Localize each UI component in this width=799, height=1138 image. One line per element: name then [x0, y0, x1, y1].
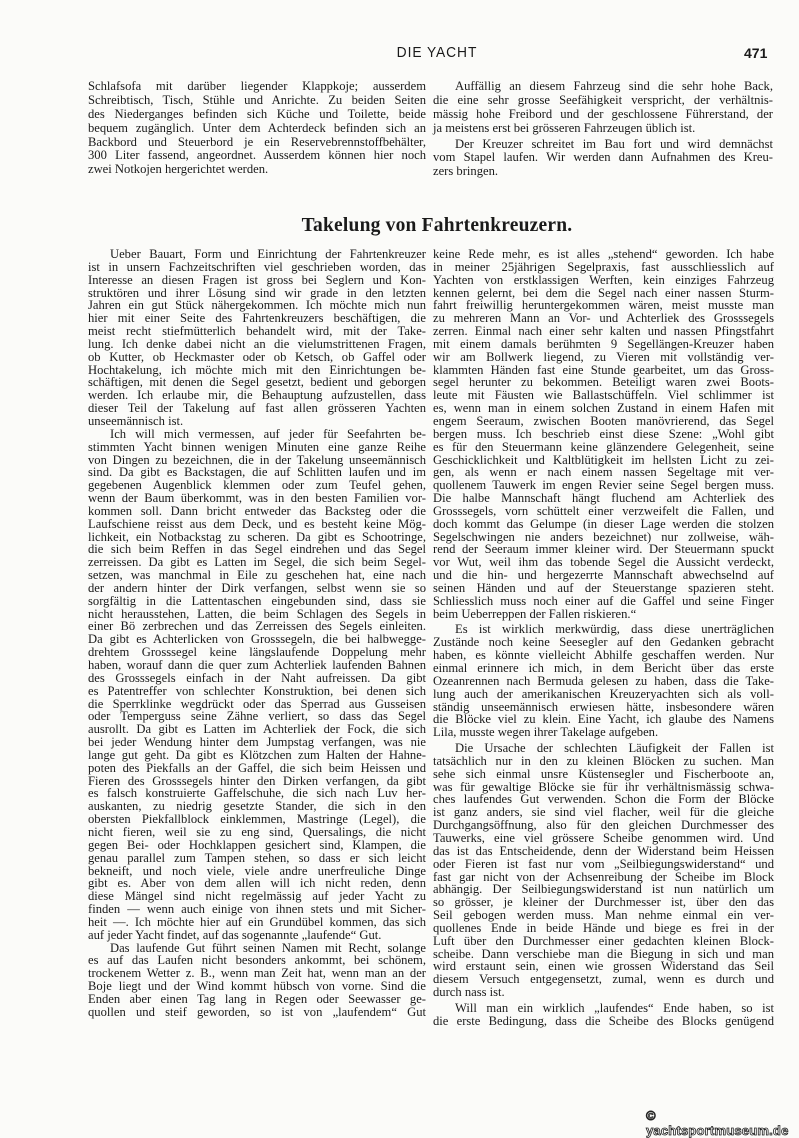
text-line: des Niederganges befinden sich Küche und Toilette, beide	[88, 106, 426, 121]
text-line: Yachten von erstklassigen Werften, kein einziges Fahrzeug	[433, 272, 774, 287]
text-line: einer Bö zerbrechen und das Zerreissen des Segels einleiten.	[88, 619, 426, 634]
text-line: die Sperrklinke wegdrückt oder das Sperrad aus Gusseisen	[88, 696, 426, 711]
text-line: segel herunter zu bekommen. Beteiligt waren zwei Boots-	[433, 375, 774, 390]
text-line: es auf das Laufen nicht besonders ankommt, bei schönem,	[88, 953, 426, 968]
text-line: einmal erinnere ich mich, in dem Bericht über das erste	[433, 661, 774, 675]
paragraph	[88, 80, 426, 177]
text-line: 300 Liter fassend, angeordnet. Ausserdem können hier noch	[88, 148, 426, 163]
text-line: Auffällig an diesem Fahrzeug sind die sehr hohe Back,	[455, 79, 773, 93]
text-line: beim Ueberreppen der Fallen riskieren.“	[433, 606, 637, 621]
text-line: Tauwerks, eine viel grössere Scheibe genommen wird. Und	[433, 830, 774, 845]
text-line: unseemännisch ist.	[88, 413, 184, 428]
text-line: Jahren ein gut Stück nähergekommen. Ich möchte mich nun	[88, 298, 426, 313]
text-line: ständig unseemännisch erwiesen hätte, insbesondere wären	[433, 699, 774, 714]
text-line: Da gibt es Achterlicken von Grosssegeln, die bei halbwegge-	[88, 632, 426, 647]
text-line: Der Kreuzer schreitet im Bau fort und wird demnächst	[455, 136, 773, 151]
text-line: scheibe. Dann verschiebe man die Biegung in sich und man	[433, 946, 774, 961]
text-line: ist ganz anders, sie sind viel flacher, weil für die gleiche	[433, 805, 774, 820]
text-line: es Patentreffer von schlechter Konstruktion, bei denen sich	[88, 683, 426, 698]
text-line: keine Rede mehr, es ist alles „stehend“ geworden. Ich habe	[433, 247, 774, 261]
previous-article-left-column	[88, 80, 426, 177]
text-line: werden. Ich erlaube mir, die Behauptung aufzustellen, dass	[88, 388, 426, 403]
text-line: sorgfältig in die Lattentaschen eingebunden sind, dass sie	[88, 593, 426, 608]
text-line: zerreissen. Da gibt es Latten im Segel, die sich beim Segel-	[88, 555, 426, 570]
text-line: ja meistens erst bei grösseren Fahrzeugen üblich ist.	[433, 120, 696, 135]
watermark: © yachtsportmuseum.de	[646, 1108, 789, 1138]
article-left-column	[88, 248, 426, 1019]
text-line: leute mit Fäusten wie Ballastschüffeln. Viel schlimmer ist	[433, 388, 774, 403]
text-line: wenn der Baum überkommt, was in den besten Familien vor-	[88, 491, 426, 506]
text-line: oder Fieren ist fast nur vom „Seilbiegungswiderstand“ und	[433, 856, 774, 871]
text-line: zerren. Einmal nach einer sehr kalten und nassen Pfingstfahrt	[433, 324, 774, 339]
text-line: Hochtakelung, ich möchte mich mit den Einrichtungen be-	[88, 362, 426, 377]
text-line: wir am Bollwerk liegend, zu Vieren mit vollständig ver-	[433, 349, 774, 364]
text-line: Es ist wirklich merkwürdig, dass diese unerträglichen	[455, 622, 774, 637]
text-line: Ich will mich vermessen, auf jeder für Seefahrten be-	[110, 426, 426, 441]
text-line: zwei Notkojen hergerichtet werden.	[88, 162, 269, 177]
text-line: von Dingen zu bezeichnen, die in der Takelung unseemännisch	[88, 452, 426, 467]
text-line: ausrollt. Da gibt es Latten im Achterliek der Fock, die sich	[88, 722, 426, 737]
text-line: Laufschiene reisst aus dem Deck, und es besteht keine Mög-	[88, 516, 426, 531]
text-line: Das laufende Gut führt seinen Namen mit Recht, solange	[110, 940, 426, 955]
previous-article-right-column	[433, 80, 773, 181]
text-line: kennen gelernt, bei dem die Segel nach einer nassen Sturm-	[433, 285, 774, 300]
text-line: Durchgangsöffnung, also für den gleichen Durchmesser des	[433, 818, 774, 833]
text-line: fahrt freiwillig heruntergekommen wären, meist musste man	[433, 298, 774, 313]
paragraph	[433, 80, 773, 136]
text-line: es falsch konstruierte Gaffelschuhe, die sich nach Luv her-	[88, 786, 426, 801]
text-line: ob Kutter, ob Heckmaster oder ob Ketsch, ob Gaffel oder	[88, 349, 426, 364]
text-line: schäftigen, mit denen die Segel gesetzt, bedient und geborgen	[88, 375, 426, 390]
text-line: struktören und ihrer Lösung sind wir grade in den letzten	[88, 285, 426, 300]
paragraph	[433, 623, 774, 739]
text-line: zers bringen.	[433, 164, 499, 179]
text-line: lange gut geht. Da gibt es Klötzchen zum Halten der Hahne-	[88, 747, 426, 762]
text-line: es für den Steuermann keine glänzendere Gelegenheit, seine	[433, 439, 774, 454]
text-line: die erste Bedingung, dass die Scheibe des Blocks genügend	[433, 1013, 774, 1028]
paragraph	[88, 248, 426, 428]
text-line: vom Stapel laufen. Wir werden dann Aufnahmen des Kreu-	[433, 150, 773, 165]
text-line: vor Wut, weil ihm das tobende Segel die Aussicht verdeckt,	[433, 555, 774, 570]
text-line: es, wenn man in einem solchen Zustand in einem Hafen mit	[433, 401, 774, 416]
text-line: Enden aber einen Tag lang in Regen oder Seewasser ge-	[88, 991, 426, 1006]
text-line: trockenem Wetter z. B., wenn man Zeit hat, wenn man an der	[88, 966, 426, 981]
text-line: in meiner 25jährigen Segelpraxis, fast ausschliesslich auf	[433, 259, 774, 274]
paragraph	[433, 138, 773, 180]
text-line: auskanten, zu niedrig gesetzte Stander, die sich in den	[88, 799, 426, 814]
text-line: haben, es könnte vielleicht Abhilfe geschaffen werden. Nur	[433, 648, 774, 663]
text-line: das ist das Entscheidende, denn der Widerstand beim Heissen	[433, 843, 774, 858]
text-line: Interesse an diesen Fragen ist gross bei Seglern und Kon-	[88, 272, 426, 287]
text-line: finden — wenn auch einige von ihnen stets und mit Sicher-	[88, 902, 426, 917]
text-line: bergen muss. Ich beschrieb einst diese Szene: „Wohl gibt	[433, 426, 774, 441]
text-line: nicht herausstehen, Latten, die beim Schlagen des Segels in	[88, 606, 426, 621]
text-line: poten des Piekfalls an der Gaffel, die sich beim Heissen und	[88, 760, 426, 775]
text-line: Die Ursache der schlechten Läufigkeit der Fallen ist	[455, 741, 774, 756]
text-line: Zustände noch keine Seesegler auf den Gedanken gebracht	[433, 635, 774, 650]
text-line: Geschicklichkeit und Kaltblütigkeit im hellsten Licht zu zei-	[433, 452, 774, 467]
text-line: tatsächlich nur in den zu kleinen Blöcken zu suchen. Man	[433, 753, 774, 768]
text-line: bequem zugänglich. Unter dem Achterdeck befinden sich an	[88, 120, 426, 135]
paragraph	[88, 942, 426, 1019]
text-line: Lila, musste wegen ihrer Takelage aufgeben.	[433, 725, 659, 740]
text-line: engem Seeraum, zwischen Booten manövrierend, das Segel	[433, 413, 774, 428]
text-line: zu mehreren Mann an Vor- und Achterliek des Grosssegels	[433, 311, 774, 326]
text-line: quollenem Tauwerk im engen Revier seine Segel bergen muss.	[433, 478, 774, 493]
running-header-title: DIE YACHT	[396, 44, 478, 61]
text-line: diese Mängel sind nicht regelmässig auf jeder Yacht zu	[88, 889, 426, 904]
text-line: oder Temperguss seine Zähne verliert, so dass das Segel	[88, 709, 426, 724]
text-line: kommen soll. Dann bricht entweder das Backsteg oder die	[88, 503, 426, 518]
text-line: klammten Händen fast eine Stunde gearbeitet, um das Gross-	[433, 362, 774, 377]
text-line: Die halbe Mannschaft hängt fluchend am Achterliek des	[433, 491, 774, 506]
paragraph	[433, 742, 774, 999]
text-line: die Blöcke viel zu klein. Eine Yacht, ich glaube des Namens	[433, 712, 774, 727]
text-line: genau parallel zum Tampen stehen, so dass er sich leicht	[88, 850, 426, 865]
text-line: lung. Ich denke dabei nicht an die vielumstrittenen Fragen,	[88, 336, 426, 351]
text-line: gibt es. Aber von dem allen will ich nicht reden, denn	[88, 876, 426, 891]
text-line: durch nass ist.	[433, 985, 505, 1000]
article-title: Takelung von Fahrtenkreuzern.	[301, 215, 573, 236]
text-line: Fieren des Grosssegels hinter den Dirken verfangen, da gibt	[88, 773, 426, 788]
text-line: quollen und steif geworden, so ist von „laufendem“ Gut	[88, 1004, 426, 1019]
text-line: Schreibtisch, Tisch, Stühle und Anrichte. Zu beiden Seiten	[88, 92, 426, 107]
text-line: Luft über den Durchmesser einer gedachten kleinen Block-	[433, 933, 774, 948]
text-line: drehtem Grosssegel keine längslaufende Doppelung mehr	[88, 645, 426, 660]
text-line: dieser Teil der Takelung auf fast allen grösseren Yachten	[88, 401, 426, 416]
text-line: bei jeder Wendung hinter dem Jumpstag verfangen, was nie	[88, 735, 426, 750]
text-line: Ueber Bauart, Form und Einrichtung der Fahrtenkreuzer	[110, 247, 426, 261]
text-line: meist recht stiefmütterlich behandelt wird, mit der Take-	[88, 324, 426, 339]
text-line: des Grosssegels einfach in der Naht aufreissen. Da gibt	[88, 670, 426, 685]
text-line: Boje liegt und der Wind kommt hübsch von vorne. Sind die	[88, 979, 426, 994]
text-line: bekneift, und noch viele, viele andre unerfreuliche Dinge	[88, 863, 426, 878]
text-line: Ozeanrennen nach Bermuda gelesen zu haben, dass die Take-	[433, 673, 774, 688]
text-line: so grösser, je kleiner der Durchmesser ist, über den das	[433, 895, 774, 910]
text-line: Schliesslich muss noch einer auf die Gaffel und seine Finger	[433, 593, 774, 608]
article-right-column	[433, 248, 774, 1031]
text-line: gegebenen Augenblick klemmen oder zum Teufel gehen,	[88, 478, 426, 493]
text-line: quollenes Ende in beide Hände und biege es frei in der	[433, 920, 774, 935]
paragraph	[433, 248, 774, 620]
text-line: gegen Bei- oder Hochklappen gesichert sind, Klampen, die	[88, 837, 426, 852]
text-line: die eine sehr grosse Seefähigkeit verspricht, der verhältnis-	[433, 92, 773, 107]
text-line: wird erstaunt sein, einen wie grossen Widerstand das Seil	[433, 959, 774, 974]
paragraph	[433, 1002, 774, 1028]
text-line: lichkeit, ein Notbackstag zu scheren. Da gibt es Schootringe,	[88, 529, 426, 544]
text-line: Will man ein wirklich „laufendes“ Ende haben, so ist	[455, 1000, 774, 1015]
text-line: haben, worauf dann die quer zum Achterliek laufenden Bahnen	[88, 658, 426, 672]
text-line: setzen, was manchmal in Eile zu geschehen hat, eine nach	[88, 568, 426, 583]
text-line: obersten Piekfallblock einklemmen, Mastringe (Legel), die	[88, 812, 426, 827]
text-line: sind. Da gibt es Backstagen, die auf Schlitten laufen und im	[88, 465, 426, 480]
text-line: rend der Seeraum immer kleiner wird. Der Steuermann spuckt	[433, 542, 774, 557]
page-number: 471	[744, 45, 768, 61]
text-line: mässig hohe Freibord und der geschlossene Führerstand, der	[433, 106, 773, 121]
text-line: was für gewaltige Blöcke sie für ihr verhältnismässig schwa-	[433, 779, 774, 794]
text-line: sehe sich einmal unsre Küstensegler und Fischerboote an,	[433, 766, 774, 781]
text-line: gen, als wenn er nach einem nassen Segeltage mit ver-	[433, 465, 774, 480]
text-line: Segelschwingen nie anders bezeichnet) nur zollweise, wäh-	[433, 529, 774, 544]
text-line: die sich beim Reffen in das Segel eindrehen und das Segel	[88, 542, 426, 557]
text-line: mit einem damals berühmten 9 Segellängen-Kreuzer haben	[433, 336, 774, 351]
text-line: hier mit einer Seite des Fahrtenkreuzers beschäftigen, die	[88, 311, 426, 326]
text-line: nicht fieren, weil sie zu eng sind, Quersalings, die nicht	[88, 824, 426, 839]
text-line: fast gar nicht von der Achsenreibung der Scheibe im Block	[433, 869, 774, 884]
text-line: lung auch der amerikanischen Kreuzeryachten sich als voll-	[433, 686, 774, 701]
text-line: doch kommt das Gelumpe (in dieser Lage werden die stolzen	[433, 516, 774, 531]
text-line: seinen Händen und auf der Steuerstange spazieren steht.	[433, 580, 774, 595]
text-line: Grosssegels, vorn schüttelt einer verzweifelt die Fallen, und	[433, 503, 774, 518]
text-line: ches laufendes Gut verwenden. Schon die Form der Blöcke	[433, 792, 774, 807]
text-line: Seil gebogen werden muss. Man nehme einmal ein ver-	[433, 908, 774, 923]
text-line: heit —. Ich möchte hier auf ein Grundübel kommen, das sich	[88, 914, 426, 929]
text-line: ist in unsern Fachzeitschriften viel geschrieben worden, das	[88, 259, 426, 274]
text-line: stimmten Yacht binnen wenigen Minuten eine ganze Reihe	[88, 439, 426, 454]
text-line: abhängig. Der Seilbiegungswiderstand ist nun natürlich um	[433, 882, 774, 897]
text-line: diesem Versuch entgegensetzt, zumal, wenn es durch und	[433, 972, 774, 987]
text-line: auf jeder Yacht findet, auf das sogenannte „laufende“ Gut.	[88, 927, 382, 942]
text-line: Backbord und Steuerbord je ein Reservebrennstoffbehälter,	[88, 134, 426, 149]
text-line: der andern hinter der Dirk verfangen, selbst wenn sie so	[88, 580, 426, 595]
paragraph	[88, 428, 426, 942]
text-line: und die hin- und hergezerrte Mannschaft abwechselnd auf	[433, 568, 774, 583]
text-line: Schlafsofa mit darüber liegender Klappkoje; ausserdem	[88, 79, 426, 93]
